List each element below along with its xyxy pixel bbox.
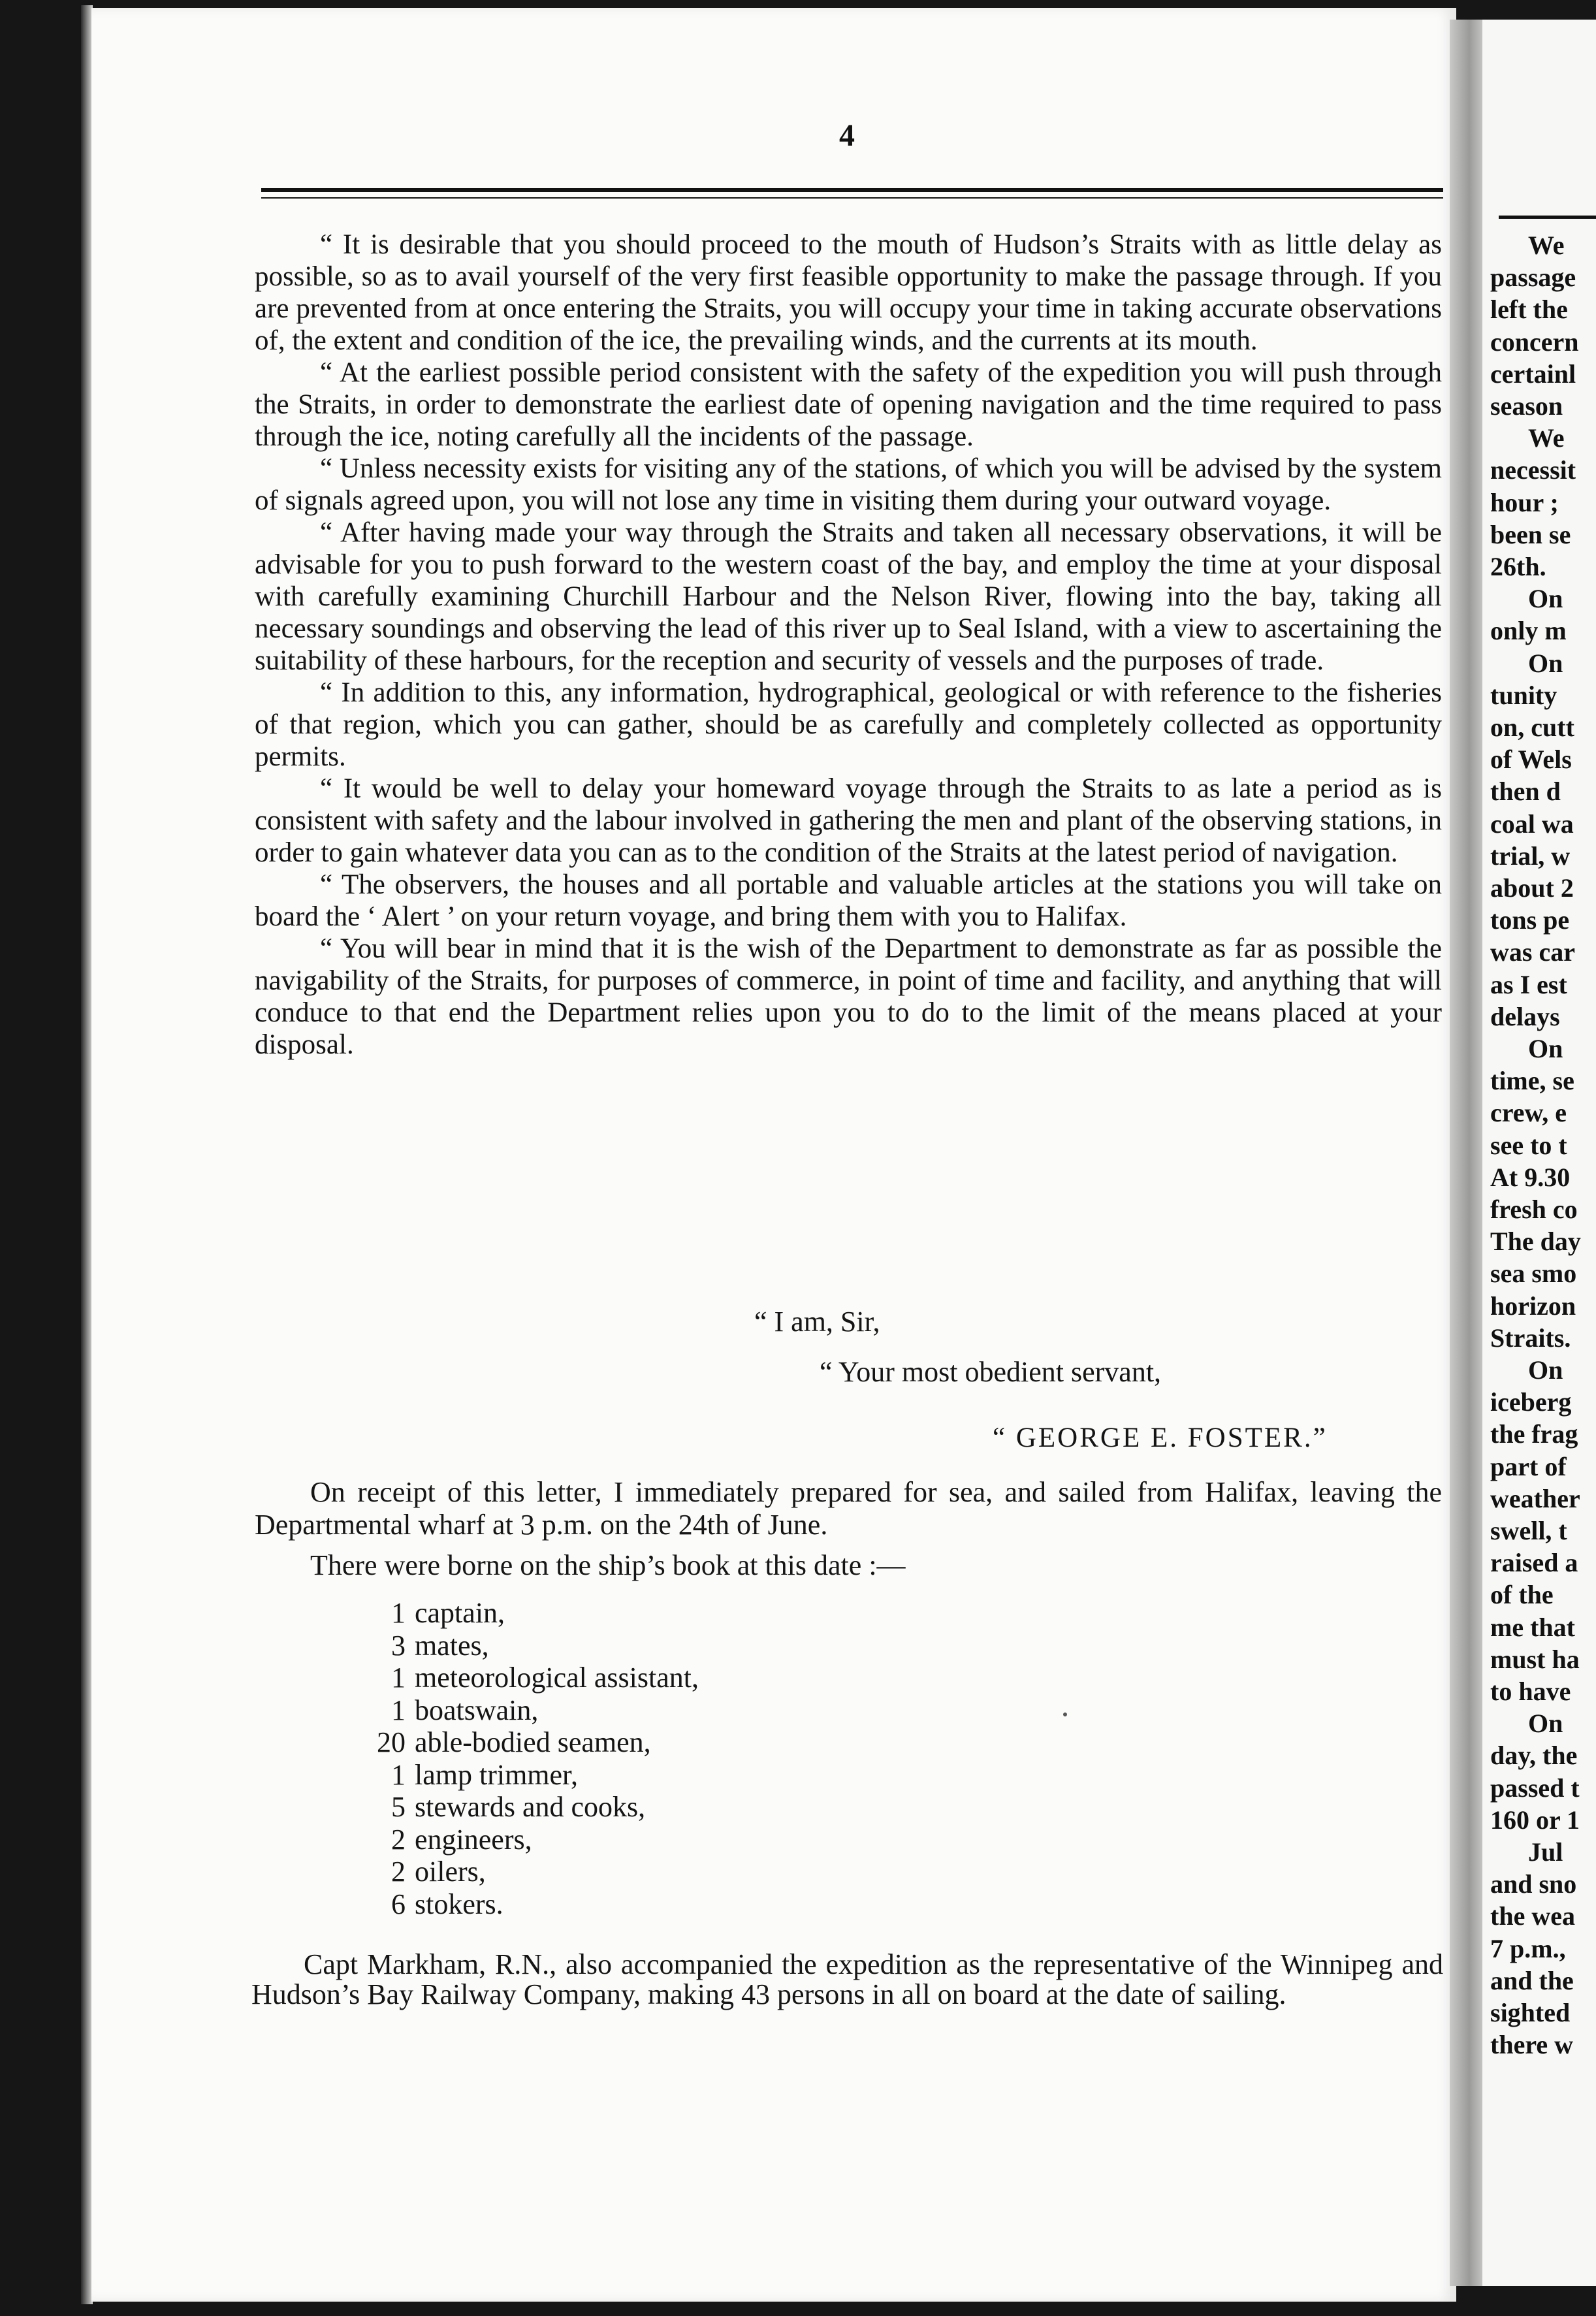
adjacent-page-line: Jul xyxy=(1528,1837,1563,1867)
adjacent-page-line: At 9.30 xyxy=(1490,1162,1571,1192)
adjacent-page-line: On xyxy=(1528,1355,1563,1385)
adjacent-page-line: On xyxy=(1528,648,1563,678)
letter-body xyxy=(255,229,1442,1061)
crew-item: 1 captain, xyxy=(391,1597,505,1629)
header-rule-thin xyxy=(261,197,1443,199)
letter-paragraph: “ Unless necessity exists for visiting any of the stations, of which you will be advised by the system of signals agreed upon, you will not lose any time in visiting them during your outward voyage. xyxy=(255,453,1442,516)
adjacent-page-line: see to t xyxy=(1490,1130,1567,1160)
crew-item: 1 meteorological assistant, xyxy=(391,1662,699,1694)
adjacent-page-line: the wea xyxy=(1490,1901,1575,1931)
adjacent-page-line: about 2 xyxy=(1490,873,1574,903)
final-section xyxy=(251,1950,1443,2010)
adjacent-page-line: We xyxy=(1528,231,1565,260)
adjacent-page-line: horizon xyxy=(1490,1291,1576,1321)
narrative-section xyxy=(255,1476,1442,1582)
adjacent-page-line: and sno xyxy=(1490,1869,1577,1899)
letter-signature: “ GEORGE E. FOSTER.” xyxy=(993,1423,1328,1453)
adjacent-page-line: time, se xyxy=(1490,1066,1574,1096)
adjacent-page-line: of Wels xyxy=(1490,745,1572,775)
adjacent-page-line: only m xyxy=(1490,616,1567,646)
adjacent-page-line: passed t xyxy=(1490,1773,1580,1803)
adjacent-page-line: left the xyxy=(1490,295,1568,325)
adjacent-page-line: We xyxy=(1528,423,1565,453)
adjacent-page-line: crew, e xyxy=(1490,1098,1567,1128)
adjacent-page-line: must ha xyxy=(1490,1644,1580,1674)
crew-item: 3 mates, xyxy=(391,1629,489,1662)
crew-intro: There were borne on the ship’s book at this date :— xyxy=(310,1549,906,1581)
adjacent-page-line: on, cutt xyxy=(1490,713,1574,742)
adjacent-page-line: raised a xyxy=(1490,1548,1578,1578)
letter-paragraph: “ After having made your way through the Straits and taken all necessary observations, it will be advisable for you to push forward to the western coast of the bay, and employ the time at your disposal with carefully examining Churchill Harbour and the Nelson River, flowing into the bay, taking all necessary soundings and observing the lead of this river up to Seal Island, with a view to ascertaining the suitability of these harbours, for the reception and security of vessels and the purposes of trade. xyxy=(255,517,1442,676)
adjacent-page-line: tons pe xyxy=(1490,905,1570,935)
final-paragraph: Capt Markham, R.N., also accompanied the expedition as the representative of the Winnipeg and Hudson’s Bay Railway Company, making 43 persons in all on board at the date of sailing. xyxy=(251,1948,1443,2010)
adjacent-page-line: On xyxy=(1528,1709,1563,1739)
letter-salutation: “ I am, Sir, xyxy=(754,1306,880,1338)
letter-paragraph: “ It is desirable that you should proceed to the mouth of Hudson’s Straits with as little delay as possible, so as to avail yourself of the very first feasible opportunity to make the passage through. If you are prevented from at once entering the Straits, you will occupy your time in taking accurate observations of, the extent and condition of the ice, the prevailing winds, and the currents at its mouth. xyxy=(255,229,1442,356)
crew-item: 2 oilers, xyxy=(391,1856,486,1888)
adjacent-page-line: Straits. xyxy=(1490,1323,1571,1353)
adjacent-page-line: passage xyxy=(1490,263,1576,293)
adjacent-page-line: me that xyxy=(1490,1612,1575,1642)
adjacent-page-line: and the xyxy=(1490,1965,1574,1995)
letter-paragraph: “ In addition to this, any information, hydrographical, geological or with reference to the fisheries of that region, which you can gather, should be as carefully and completely collected as opportunity permits. xyxy=(255,677,1442,772)
adjacent-page-line: weather xyxy=(1490,1483,1580,1513)
crew-list xyxy=(375,1597,699,1920)
adjacent-page-line: as I est xyxy=(1490,969,1567,999)
adjacent-page-line: On xyxy=(1528,584,1563,614)
adjacent-page-line: been se xyxy=(1490,519,1571,549)
adjacent-page-line: On xyxy=(1528,1034,1563,1063)
adjacent-page-line: then d xyxy=(1490,777,1561,807)
adjacent-page-line: delays xyxy=(1490,1001,1560,1031)
adjacent-page xyxy=(1482,20,1596,2286)
crew-item: 1 boatswain, xyxy=(391,1694,539,1726)
adjacent-page-rule xyxy=(1499,216,1596,219)
adjacent-page-line: 7 p.m., xyxy=(1490,1933,1566,1963)
crew-item: 6 stokers. xyxy=(391,1888,503,1920)
adjacent-page-line: sea smo xyxy=(1490,1259,1577,1289)
adjacent-page-line: was car xyxy=(1490,937,1575,967)
adjacent-page-line: The day xyxy=(1490,1227,1581,1257)
adjacent-page-line: 26th. xyxy=(1490,552,1546,581)
adjacent-page-line: coal wa xyxy=(1490,809,1574,839)
departure-paragraph: On receipt of this letter, I immediately prepared for sea, and sailed from Halifax, leaving the Departmental wharf at 3 p.m. on the 24th of June. xyxy=(255,1476,1442,1541)
adjacent-page-line: hour ; xyxy=(1490,487,1559,517)
adjacent-page-line: tunity xyxy=(1490,680,1557,710)
adjacent-page-line: swell, t xyxy=(1490,1516,1567,1545)
letter-valediction: “ Your most obedient servant, xyxy=(820,1356,1162,1388)
adjacent-page-line: trial, w xyxy=(1490,841,1571,871)
page-number: 4 xyxy=(839,118,855,153)
letter-paragraph: “ You will bear in mind that it is the wish of the Department to demonstrate as far as possible the navigability of the Straits, for purposes of commerce, in point of time and facility, and anything that will conduce to that end the Department relies upon you to do to the limit of the means placed at your disposal. xyxy=(255,933,1442,1060)
adjacent-page-line: necessit xyxy=(1490,455,1576,485)
adjacent-page-line: part of xyxy=(1490,1451,1567,1481)
adjacent-page-line: of the xyxy=(1490,1580,1554,1610)
adjacent-page-line: there w xyxy=(1490,2030,1573,2060)
adjacent-page-line: sighted xyxy=(1490,1998,1571,2027)
adjacent-page-line: day, the xyxy=(1490,1741,1578,1771)
header-rule-thick xyxy=(261,188,1443,192)
adjacent-page-line: season xyxy=(1490,391,1563,421)
adjacent-page-line: to have xyxy=(1490,1677,1571,1706)
adjacent-page-line: certainl xyxy=(1490,359,1576,389)
adjacent-page-line: 160 or 1 xyxy=(1490,1805,1580,1835)
adjacent-page-line: fresh co xyxy=(1490,1195,1578,1224)
crew-item: 1 lamp trimmer, xyxy=(391,1758,578,1791)
crew-item: 20 able-bodied seamen, xyxy=(377,1726,651,1758)
adjacent-page-line: the frag xyxy=(1490,1419,1578,1449)
adjacent-page-line: iceberg xyxy=(1490,1387,1572,1417)
adjacent-page-line: concern xyxy=(1490,327,1579,357)
letter-paragraph: “ The observers, the houses and all portable and valuable articles at the stations you will take on board the ‘ Alert ’ on your return voyage, and bring them with you to Halifax. xyxy=(255,869,1442,932)
crew-item: 2 engineers, xyxy=(391,1823,532,1856)
paper-speck xyxy=(1063,1713,1067,1716)
crew-item: 5 stewards and cooks, xyxy=(391,1791,646,1823)
letter-paragraph: “ At the earliest possible period consistent with the safety of the expedition you will push through the Straits, in order to demonstrate the earliest date of opening navigation and the time required to pass through the ice, noting carefully all the incidents of the passage. xyxy=(255,357,1442,452)
letter-paragraph: “ It would be well to delay your homeward voyage through the Straits to as late a period as is consistent with safety and the labour involved in gathering the men and plant of the observing stations, in order to gain whatever data you can as to the condition of the Straits at the latest period of navigation. xyxy=(255,773,1442,868)
